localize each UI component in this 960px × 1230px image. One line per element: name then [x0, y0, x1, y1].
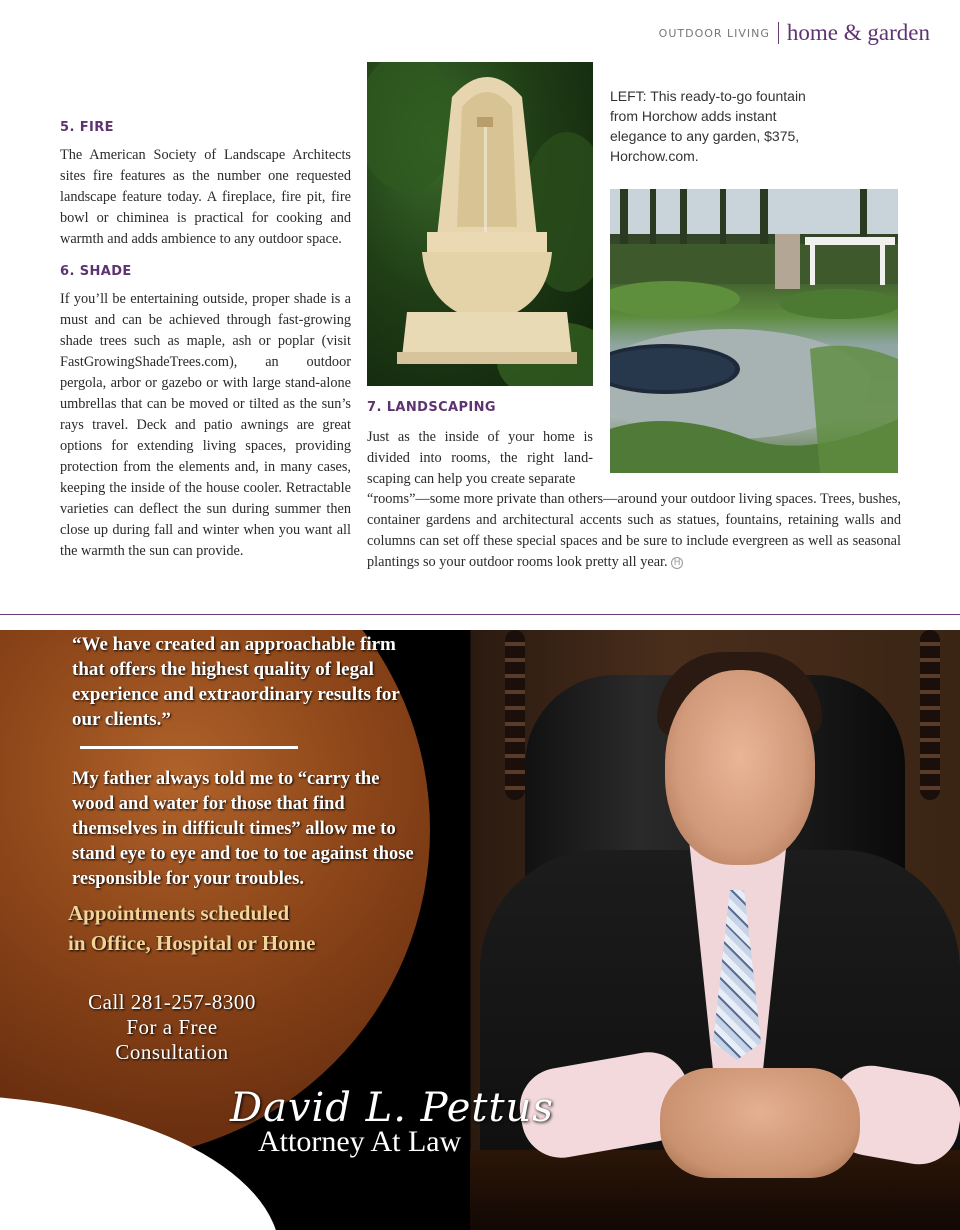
face [665, 670, 815, 865]
fountain-photo [367, 62, 593, 386]
attorney-portrait [470, 630, 960, 1230]
photo-caption: LEFT: This ready-to-go fountain from Horchow adds instant elegance to any garden, $375, Horchow.com. [610, 88, 806, 164]
bead-curtain-right [920, 630, 940, 800]
fire-heading: 5. FIRE [60, 120, 114, 135]
page-header [659, 20, 930, 46]
ad-appointments-line1: Appointments scheduled [68, 901, 290, 925]
folded-hands [660, 1068, 860, 1178]
header-divider [778, 22, 779, 44]
ad-call-to-action [72, 990, 272, 1065]
landscaping-paragraph-start: Just as the inside of your home is divided into rooms, the right land-scaping can help you create separate [367, 429, 593, 487]
fountain-illustration [367, 62, 593, 386]
ad-father-quote: My father always told me to “carry the wood and water for those that find themselves in difficult times” allow me to stand eye to eye and toe to toe against those responsible for your troubles. [72, 769, 414, 889]
attorney-title: Attorney At Law [258, 1125, 462, 1158]
landscaping-heading: 7. LANDSCAPING [367, 400, 497, 415]
section-label: OUTDOOR LIVING [658, 26, 770, 40]
attorney-advertisement [0, 630, 960, 1230]
fire-paragraph: The American Society of Landscape Architects sites fire features as the number one requested landscape feature today. A fireplace, fire pit, fire bowl or chiminea is practical for cooking and warmth and adds ambience to any outdoor space. [60, 147, 351, 247]
shade-heading: 6. SHADE [60, 264, 132, 279]
ad-rule [80, 746, 298, 749]
ad-appointments [68, 898, 408, 958]
ad-call-line3: Consultation [115, 1040, 229, 1064]
left-text-column [60, 120, 351, 562]
ad-appointments-line2: in Office, Hospital or Home [68, 931, 316, 955]
garden-photo [610, 189, 898, 473]
bead-curtain-left [505, 630, 525, 800]
garden-illustration [610, 189, 898, 473]
ad-call-line2: For a Free [126, 1015, 218, 1039]
landscaping-paragraph-rest [367, 489, 901, 573]
magazine-section-title: home & garden [786, 20, 930, 45]
ad-phone: Call 281-257-8300 [88, 990, 256, 1014]
shade-paragraph: If you’ll be entertaining outside, proper shade is a must and can be achieved through fast-growing shade trees such as maple, ash or poplar (visit FastGrowingShadeTrees.com), an outdoor pergola, arbor or gazebo or with large stand-alone umbrellas that can be moved or tilted as the sun’s rays travel. Deck and patio awnings are great options for extending living spaces, providing protection from the elements and, in many cases, keeping the inside of the house cooler. Retractable varieties can deflect the sun during summer then close up during fall and winter when you want all the warmth the sun can provide. [60, 291, 351, 559]
attorney-name: David L. Pettus [230, 1085, 554, 1131]
section-divider [0, 614, 960, 615]
ad-quote: “We have created an approachable firm that offers the highest quality of legal experience and extraordinary results for our clients.” [72, 634, 400, 730]
landscaping-paragraph-rest-text: “rooms”—some more private than others—around your outdoor living spaces. Trees, bushes, container gardens and architectural accents such as statues, fountains, retaining walls and columns can set off these special spaces and be sure to include evergreen as well as seasonal plantings so your outdoor rooms look pretty all year. [367, 491, 901, 570]
end-of-article-icon: H [671, 557, 683, 569]
